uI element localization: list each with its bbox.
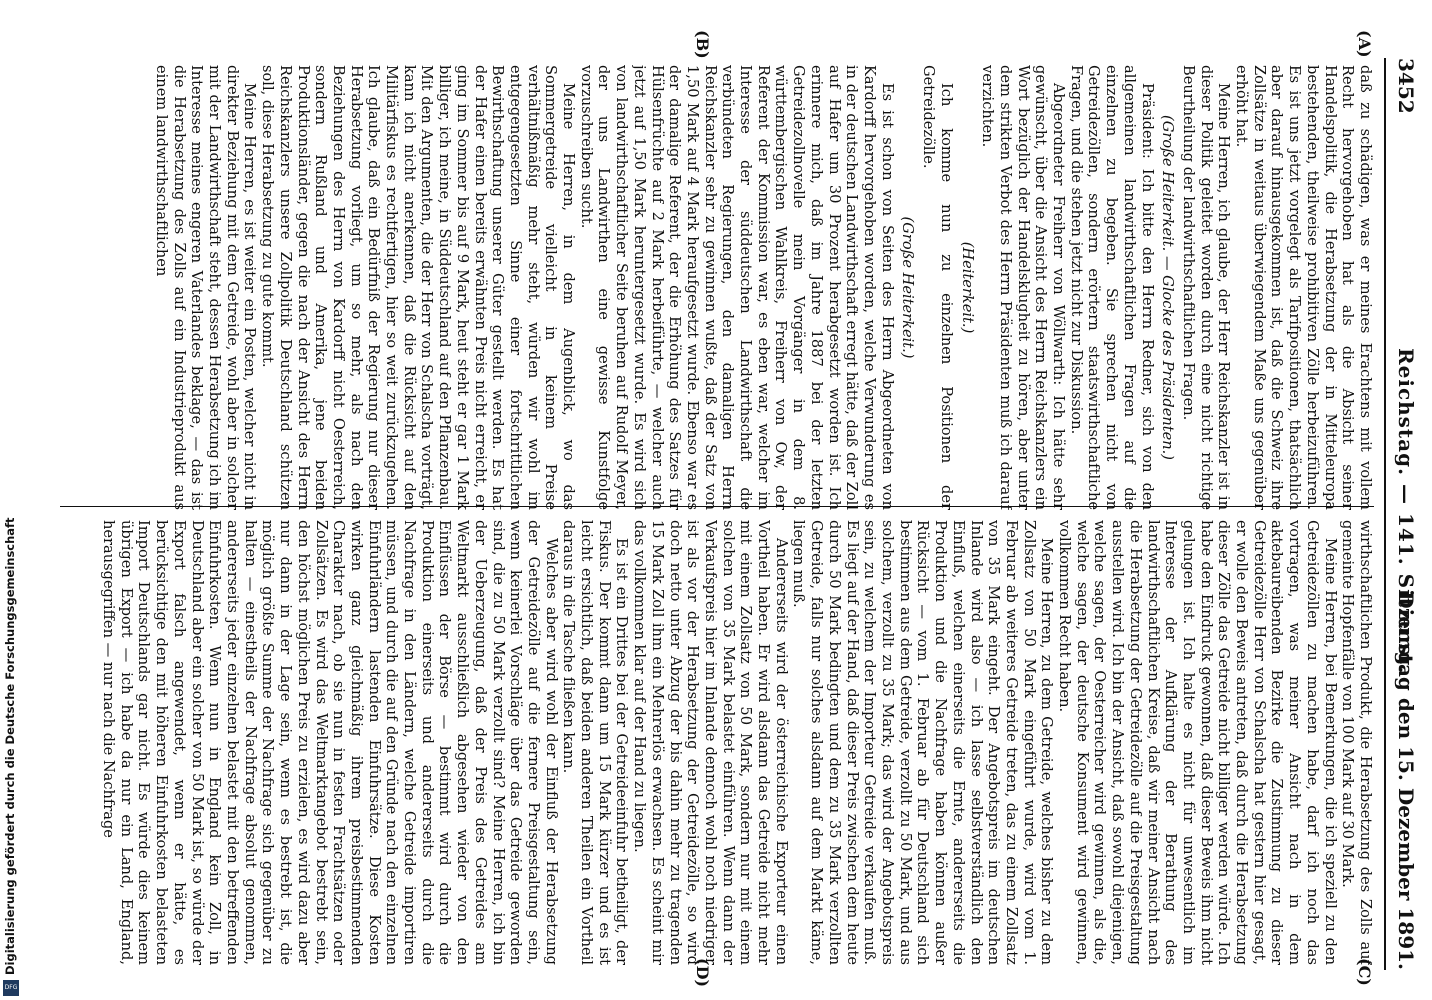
- paragraph: Meine Herren, bei Bemerkungen, die ich speziell zu den Getreidezöllen zu machen habe, darf ich noch das vortragen, was meiner Ansicht nach in dem aktebaureibenden Bezirke die Zustimmung zu dieser Getreidezölle Herr von Schalscha hat gestern hier gesagt, er wolle den Beweis antreten, daß durch die Herabsetzung dieser Zölle das Getreide nicht billiger werden würde. Ich habe den Eindruck gewonnen, daß dieser Beweis ihm nicht gelungen ist. Ich halte es nicht für unwesentlich im Interesse der Aufklärung der Berathung des landwirthschaftlichen Kreise, daß wir meiner Ansicht nach die Herabsetzung der Getreidezölle auf die Preisgestaltung ausstellen wird. Ich bin der Ansicht, daß sowohl diejenigen, welche sagen, der Oesterreicher wird gewinnen, als die, welche sagen, der deutsche Konsument wird gewinnen, vollkommen Recht haben.: [1056, 520, 1339, 965]
- margin-mark-c: (C): [1355, 958, 1374, 986]
- paragraph: wirthschaftlichen Produkt, die Herabsetzung des Zolls auf gemeinte Hopfenfälle von 100 Mark auf 30 Mark.: [1339, 520, 1374, 965]
- paragraph: Es ist ein Drittes bei der Getreideeinfuhr betheiligt, der Fiskus. Der kommt dann um 15 Mark kürzer und es ist leicht ersichtlich, daß beiden anderen Theilen ein Vortheil daraus in die Tasche fließen kann.: [560, 520, 631, 965]
- paragraph: Präsident: Ich bitte den Herrn Redner, sich von den allgemeinen landwirthschaftlichen Fragen auf die einzelnen zu begeben. Sie sprechen nicht von Getreidezöllen, sondern erörtern staatswirthschaftliche Fragen, und die stehen jetzt nicht zur Diskussion.: [1067, 65, 1156, 510]
- session-date: Dienstag den 15. Dezember 1891.: [1394, 591, 1418, 970]
- digitization-footer: [0, 0, 22, 1000]
- interjection: (Große Heiterkeit.): [899, 216, 917, 359]
- paragraph: Meine Herren, es ist weiter ein Posten, welcher nicht in direkter Beziehung mit dem Getreide, wohl aber in solcher mit der Landwirthschaft steht, dessen Herabsetzung ich im Interesse meines engeren Vaterlandes beklage, — das ist die Herabsetzung des Zolls auf ein Industrieprodukt aus einem landwirthschaftlichen: [152, 65, 259, 510]
- dfg-logo: DFG: [3, 980, 19, 996]
- paragraph: Meine Herren, ich glaube, der Herr Reichskanzler ist in dieser Politik geleitet worden durch eine nicht richtige Beurtheilung der landwirthschaftlichen Fragen.: [1179, 65, 1233, 510]
- paragraph: Meine Herren, zu dem Getreide, welches bisher zu dem Zollsatz von 50 Mark eingeführt wurde, wird vom 1. Februar ab weiteres Getreide treten, das zu einem Zollsatz von 35 Mark eingeht. Der Angebotspreis im deutschen Inlande wird also — ich lasse selbstverständlich den Einfluß, welchen einerseits die Ernte, andererseits die Produktion und die Nachfrage haben können außer Rücksicht — vom 1. Februar ab für Deutschland sich bestimmen aus dem Getreide, verzollt zu 50 Mark, und aus solchem, verzollt zu 35 Mark; das wird der Angebotspreis sein, zu welchem der Importeur Getreide verkaufen muß. Es liegt auf der Hand, daß dieser Preis zwischen dem heute durch 50 Mark bedingten und dem zu 35 Mark verzollten Getreide, falls nur solches alsdann auf dem Markt käme, liegen muß.: [790, 520, 1056, 965]
- digitization-note: Digitalisierung gefördert durch die Deutsche Forschungsgemeinschaft: [3, 517, 17, 975]
- paragraph: Es ist schon von Seiten des Herrn Abgeordneten von Kardorff hervorgehoben worden, welche Verwunderung es in der deutschen Landwirthschaft erregt hätte, daß der Zoll auf Hafer um 30 Prozent herabgesetzt worden ist. Ich erinnere mich, daß im Jahre 1887 bei der letzten Getreidezollnovelle mein Vorgänger in dem 8. württembergischen Wahlkreis, Freiherr von Ow, der Referent der Kommission war, es eben war, welcher im Interesse der süddeutschen Landwirthschaft die verbündeten Regierungen, den damaligen Herrn Reichskanzler sehr zu gewinnen wußte, daß der Satz von 1,50 Mark auf 4 Mark heraufgesetzt wurde. Ebenso war es der damalige Referent, der die Erhöhung des Satzes für Hülsenfrüchte auf 2 Mark herbeiführte, — welcher auch jetzt auf 1,50 Mark heruntergesetzt wurde. Es wird sich von landwirthschaftlicher Seite beruhen auf Rudolf Meyer, der uns Landwirthen eine gewisse Kunstfolge vorzuschreiben sucht.: [577, 65, 896, 510]
- column-divider: [60, 506, 1374, 507]
- paragraph: Abgeordneter Freiherr von Wöllwarth: Ich hätte sehr gewünscht, über die Ansicht des Herrn Reichskanzlers ein Wort bezüglich der Handelsklugheit zu hören, aber unter dem strikten Verbot des Herrn Präsidenten muß ich darauf verzichten.: [979, 65, 1068, 510]
- paragraph: Meine Herren, in dem Augenblick, wo das Sommergetreide vielleicht in keinem Preise verhältnißmäßig mehr steht, würden wir wohl im entgegengesetzten Sinne einer fortschrittlichen Bewirthschaftung unserer Güter gestellt werden. Es hat der Hafer einen bereits erwähnten Preis nicht erreicht, er ging im Sommer bis auf 9 Mark, heut steht er gar 1 Mark billiger, ich meine, in Süddeutschland auf den Pflanzenbau. Mit den Argumenten, die der Herr von Schalscha vorträgt, kann ich nicht anerkennen, daß die Rücksicht auf den Militärfiskus es rechtfertigen, hier so weit zurückzugehen. Ich glaube, daß ein Bedürfniß der Regierung nur dieser Herabsetzung vorliegt, um so mehr, als nach den Beziehungen des Herrn von Kardorff nicht Oesterreich, sondern Rußland und Amerika, jene beiden Produktionsländer, gegen die nach der Ansicht des Herrn Reichskanzlers unsere Zollpolitik Deutschland schützen soll, diese Herabsetzung zu gute kommt.: [259, 65, 578, 510]
- page-header: [1384, 58, 1422, 970]
- interjection: (Heiterkeit.): [958, 241, 976, 334]
- margin-mark-b: (B): [693, 30, 712, 59]
- paragraph: Welches aber wird wohl der Einfluß der Herabsetzung der Getreidezölle auf die fernere Preisgestaltung sein, wenn keinerlei Vorschläge über das Getreide geworden sind, die zu 50 Mark verzollt sind? Meine Herren, ich bin der Ueberzeugung, daß der Preis des Getreides am Weltmarkt ausschließlich abgesehen wieder von den Einflüssen der Börse — bestimmt wird durch die Produktion einerseits und andererseits durch die Nachfrage in den Ländern, welche Getreide importiren müssen, und durch die auf den Gründe nach den einzelnen Einfuhrländern lastenden Einfuhrsätze. Diese Kosten wirken ganz gleichmäßig ihrem preisbestimmenden Charakter nach, ob sie nun in festen Frachtsätzen oder Zollsätzen. Es wird das Weltmarktangebot bestrebt sein, den höchst möglichen Preis zu erzielen, es wird dazu aber nur dann in der Lage sein, wenn es bestrebt ist, die möglich größte Summe der Nachfrage sich gegenüber zu halten — einestheils der Nachfrage absolut genommen, andererseits jeder einzelnen belastet mit den betreffenden Einfuhrkosten. Wenn nun in England kein Zoll, in Deutschland aber ein solcher von 50 Mark ist, so würde der Export falsch angewendet, wenn er hätte, es berücksichtige den mit höheren Einfuhrkosten belasteten Import Deutschlands gar nicht. Es würde dies keinem übrigen Export — ich habe da nur ein Land, England, herausgegriffen — nur nach die Nachfrage: [100, 520, 560, 965]
- page-number: 3452: [1394, 58, 1418, 114]
- paragraph: Andererseits wird der österreichische Exporteur einen Vortheil haben. Er wird alsdann das Getreide nicht mehr mit einem Zollsatz von 50 Mark, sondern nur mit einem solchen von 35 Mark belastet einführen. Wenn dann der Verkaufspreis hier im Inlande dennoch wohl noch niedriger ist als vor der Herabsetzung der Getreidezölle, so wird doch netto unter Abzug der bis dahin mehr zu tragenden 15 Mark Zoll ihm ein Mehrerlös erwachsen. Es scheint mir das vollkommen klar auf der Hand zu liegen.: [631, 520, 790, 965]
- paragraph: daß zu schädigen, was er meines Erachtens mit vollem Recht hervorgehoben hat als die Absicht seiner Handelspolitik, die Herabsetzung der in Mitteleuropa bestehenden, theilweise prohibitiven Zölle herbeizuführen. Es ist uns jetzt vorgelegt als Tarifpositionen, thatsächlich aber darauf hinausgekommen ist, daß die Schweiz ihre Zollsätze in weitaus überwiegendem Maße uns gegenüber erhöht hat.: [1233, 65, 1374, 510]
- interjection: (Große Heiterkeit. — Glocke des Präsidenten.): [1159, 115, 1177, 460]
- margin-mark-d: (D): [693, 958, 712, 988]
- right-text-column: [60, 520, 1374, 965]
- paragraph: Ich komme nun zu einzelnen Positionen der Getreidezölle.: [920, 65, 955, 510]
- page-title: Reichstag. — 141. Sitzung.: [1394, 348, 1418, 675]
- margin-mark-a: (A): [1355, 30, 1374, 58]
- left-text-column: [60, 65, 1374, 510]
